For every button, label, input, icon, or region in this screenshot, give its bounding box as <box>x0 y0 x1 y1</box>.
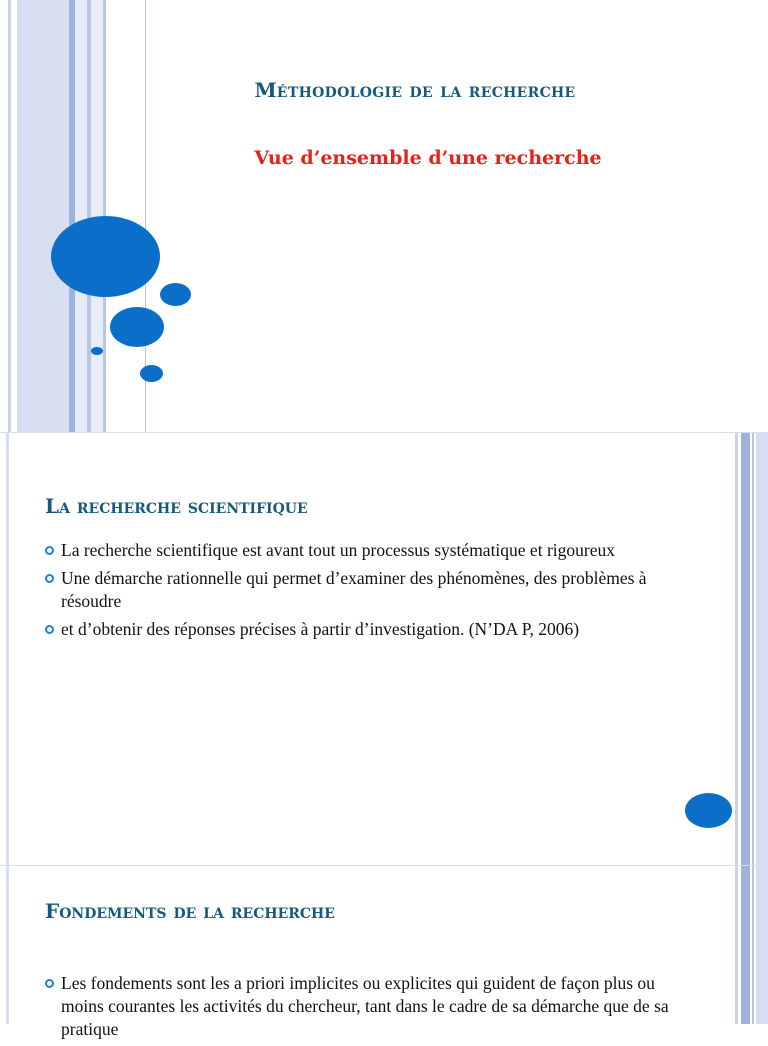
right-stripe <box>741 433 750 865</box>
left-edge-stripe <box>6 866 9 1024</box>
list-item <box>45 567 685 613</box>
slide-recherche-scientifique <box>0 433 768 865</box>
right-stripe <box>741 866 750 1024</box>
slide-fondements <box>0 866 768 1039</box>
right-stripe <box>756 433 768 865</box>
decorative-circle <box>685 793 732 828</box>
presentation-title: Méthodologie de la recherche <box>254 78 576 102</box>
bullet-icon <box>45 546 54 555</box>
right-stripe <box>756 866 768 1024</box>
slide-title-page <box>0 0 768 432</box>
right-stripe <box>752 433 754 865</box>
bullet-text: et d’obtenir des réponses précises à partir d’investigation. (N’DA P, 2006) <box>61 619 580 639</box>
decorative-circle <box>91 347 103 355</box>
decorative-circle-large <box>51 216 160 297</box>
list-item <box>45 618 685 641</box>
bullet-text: Les fondements sont les a priori implicites ou explicites qui guident de façon plus ou moins courantes les activités du chercheur, tant dans le cadre de sa démarche que de sa pratique <box>61 973 669 1039</box>
left-stripe <box>17 0 69 432</box>
bullet-list <box>45 972 675 1046</box>
bullet-icon <box>45 625 54 634</box>
decorative-circle <box>140 365 163 382</box>
left-stripe <box>8 0 11 432</box>
slide-title: Fondements de la recherche <box>45 899 335 923</box>
list-item <box>45 539 685 562</box>
slide-title: La recherche scientifique <box>45 494 308 518</box>
list-item <box>45 972 675 1041</box>
bullet-icon <box>45 574 54 583</box>
bullet-list <box>45 539 685 646</box>
bullet-text: La recherche scientifique est avant tout un processus systématique et rigoureux <box>61 540 615 560</box>
right-stripe <box>752 866 754 1024</box>
right-stripe <box>735 433 738 865</box>
left-stripe <box>75 0 87 432</box>
decorative-circle <box>110 307 164 347</box>
right-stripe <box>735 866 738 1024</box>
presentation-subtitle: Vue d’ensemble d’une recherche <box>254 147 602 169</box>
decorative-circle <box>160 283 191 306</box>
left-edge-stripe <box>6 433 9 865</box>
bullet-icon <box>45 979 54 988</box>
bullet-text: Une démarche rationnelle qui permet d’examiner des phénomènes, des problèmes à résoudre <box>61 568 647 611</box>
